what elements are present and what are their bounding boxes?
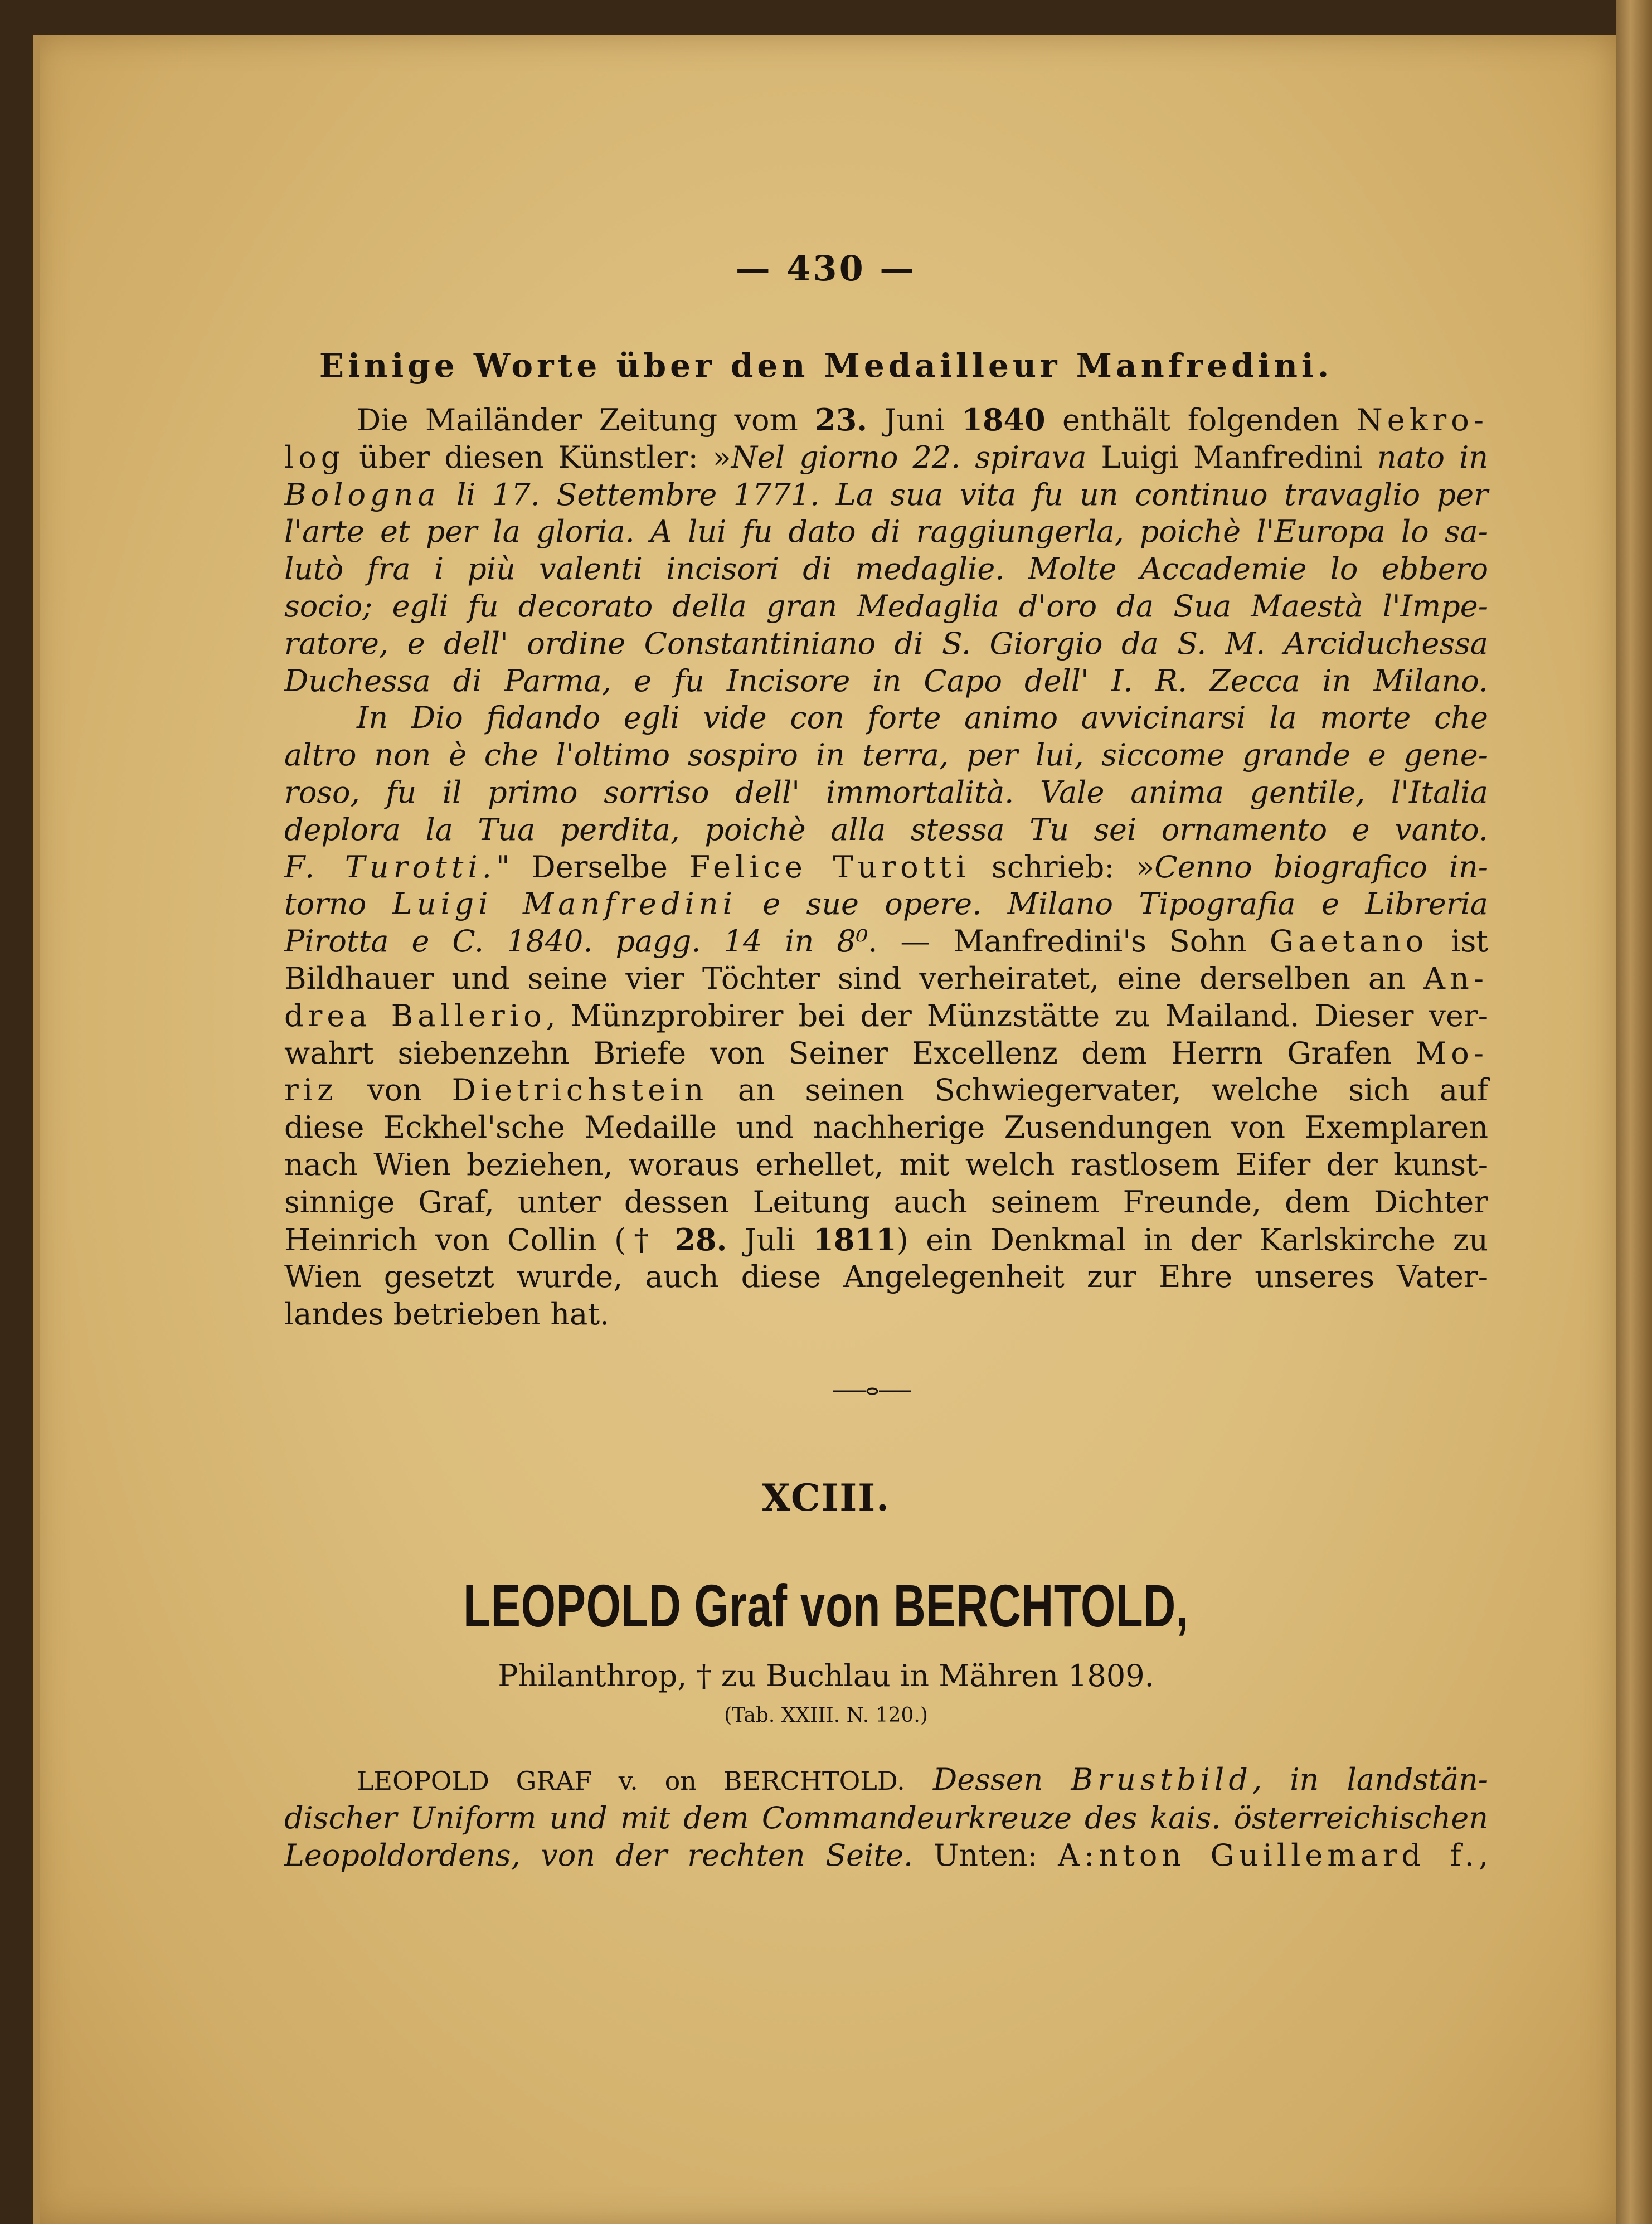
text-line: Duchessa di Parma, e fu Incisore in Capo dell' I. R. Zecca in Milano. xyxy=(284,663,1488,698)
text-line: landes betrieben hat. xyxy=(284,1296,610,1332)
section-divider-ornament xyxy=(833,1387,911,1396)
text-line: socio; egli fu decorato della gran Medaglia d'oro da Sua Maestà l'Impe- xyxy=(284,588,1488,624)
text-line: wahrt siebenzehn Briefe von Seiner Excellenz dem Herrn Grafen Mo- xyxy=(284,1035,1488,1071)
section-subtitle: Philanthrop, † zu Buchlau in Mähren 1809. xyxy=(498,1658,1154,1693)
text-line: Bildhauer und seine vier Töchter sind verheiratet, eine derselben an An- xyxy=(284,960,1488,996)
text-line: log über diesen Künstler: »Nel giorno 22. spirava Luigi Manfredini nato in xyxy=(284,439,1488,475)
text-line: Wien gesetzt wurde, auch diese Angelegenheit zur Ehre unseres Vater- xyxy=(284,1259,1488,1295)
text-line: l'arte et per la gloria. A lui fu dato di raggiungerla, poichè l'Europa lo sa- xyxy=(284,514,1488,550)
text-line: lutò fra i più valenti incisori di medaglie. Molte Accademie lo ebbero xyxy=(284,551,1488,587)
text-line: ratore, e dell' ordine Constantiniano di S. Giorgio da S. M. Arciduchessa xyxy=(284,625,1488,661)
text-line: sinnige Graf, unter dessen Leitung auch seinem Freunde, dem Dichter xyxy=(284,1184,1488,1220)
next-page-edge xyxy=(1616,0,1652,2224)
text-line: deplora la Tua perdita, poichè alla stessa Tu sei ornamento e vanto. xyxy=(284,812,1488,847)
text-line: Heinrich von Collin († 28. Juli 1811) ein Denkmal in der Karlskirche zu xyxy=(284,1221,1489,1257)
text-line: Bologna li 17. Settembre 1771. La sua vita fu un continuo travaglio per xyxy=(284,477,1488,512)
text-line: Pirotta e C. 1840. pagg. 14 in 8⁰. — Manfredini's Sohn Gaetano ist xyxy=(284,924,1488,959)
text-line: roso, fu il primo sorriso dell' immortalità. Vale anima gentile, l'Italia xyxy=(284,774,1488,810)
text-line: discher Uniform und mit dem Commandeurkreuze des kais. österreichischen xyxy=(284,1800,1488,1835)
text-line: altro non è che l'oltimo sospiro in terra, per lui, siccome grande e gene- xyxy=(284,737,1488,773)
article-heading: Einige Worte über den Medailleur Manfredini. xyxy=(319,347,1333,385)
article-body xyxy=(284,401,1488,1333)
text-line: In Dio fidando egli vide con forte animo avvicinarsi la morte che xyxy=(357,700,1488,736)
text-line: Leopoldordens, von der rechten Seite. Unten: A:nton Guillemard f., xyxy=(284,1837,1489,1873)
section-number: XCIII. xyxy=(761,1476,891,1519)
text-line: diese Eckhel'sche Medaille und nachherige Zusendungen von Exemplaren xyxy=(284,1110,1488,1145)
section-title: LEOPOLD Graf von BERCHTOLD, xyxy=(463,1572,1189,1639)
text-line: nach Wien beziehen, woraus erhellet, mit welch rastlosem Eifer der kunst- xyxy=(284,1147,1488,1182)
plate-reference: (Tab. XXIII. N. 120.) xyxy=(724,1704,928,1727)
text-line: riz von Dietrichstein an seinen Schwiegervater, welche sich auf xyxy=(284,1072,1488,1108)
text-line: Die Mailänder Zeitung vom 23. Juni 1840 enthält folgenden Nekro- xyxy=(357,402,1488,438)
text-line: drea Ballerio, Münzprobirer bei der Münzstätte zu Mailand. Dieser ver- xyxy=(284,998,1489,1033)
text-line: LEOPOLD GRAF v. on BERCHTOLD. Dessen Brustbild, in landstän- xyxy=(357,1762,1488,1797)
page-number: — 430 — xyxy=(735,248,917,289)
text-line: torno Luigi Manfredini e sue opere. Milano Tipografia e Libreria xyxy=(284,886,1488,922)
section-body xyxy=(284,1761,1488,1874)
text-line: F. Turotti." Derselbe Felice Turotti schrieb: »Cenno biografico in- xyxy=(284,849,1489,885)
